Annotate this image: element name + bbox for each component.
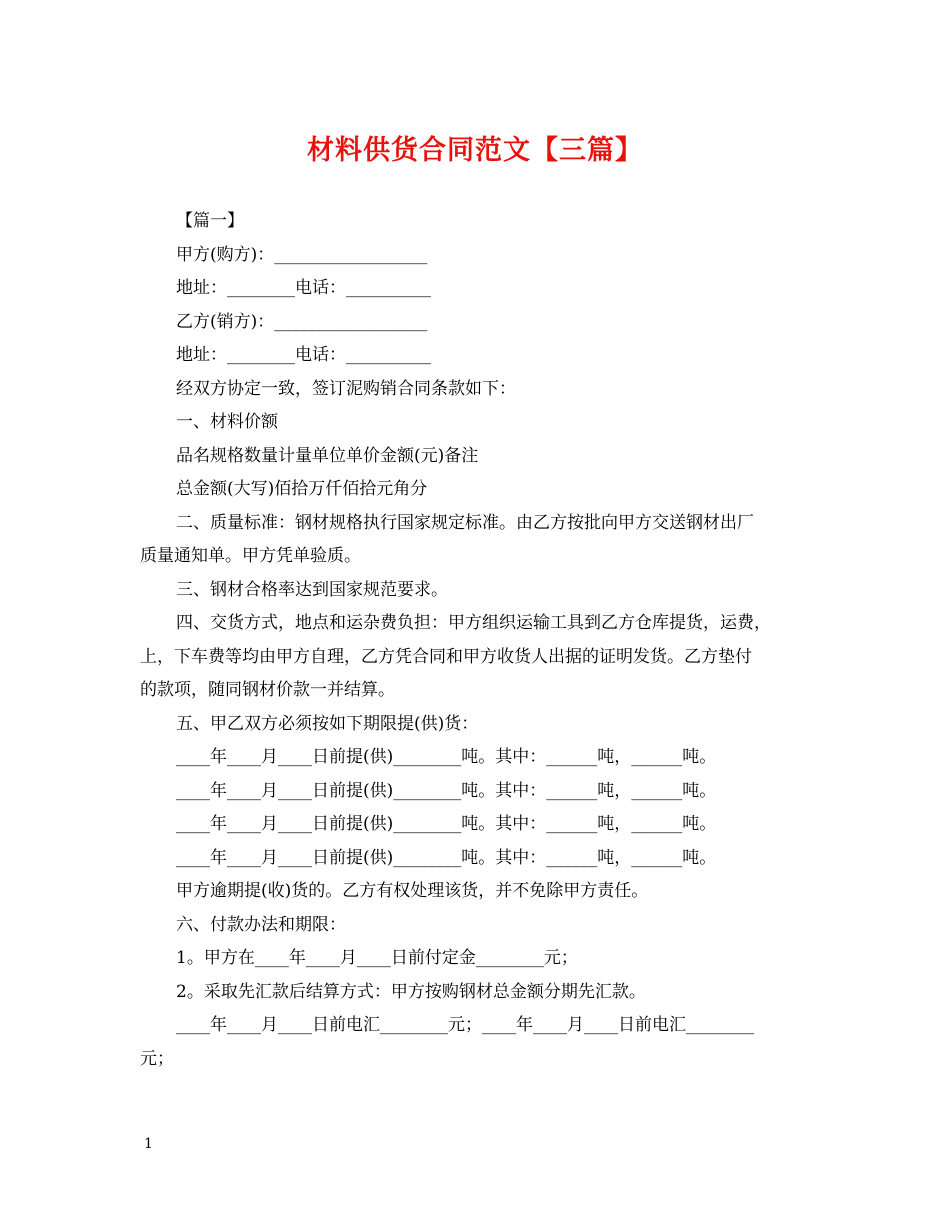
buyer-address-field: 地址：________电话：__________ [176,278,431,298]
paragraph-line: 2。采取先汇款后结算方式：甲方按购钢材总金额分期先汇款。 [176,981,646,1002]
clause-heading: 六、付款办法和期限： [176,914,346,935]
paragraph-line: 上，下车费等均由甲方自理，乙方凭合同和甲方收货人出据的证明发货。乙方垫付 [140,646,752,667]
paragraph-line: 甲方逾期提(收)货的。乙方有权处理该货，并不免除甲方责任。 [176,881,649,901]
paragraph-line: 的款项，随同钢材价款一并结算。 [140,680,395,700]
document-title: 材料供货合同范文【三篇】 [307,135,643,166]
paragraph-line: 五、甲乙双方必须按如下期限提(供)货： [176,713,479,734]
schedule-line: ____年____月____日前提(供)________吨。其中：______吨，______吨。 [176,847,717,868]
seller-field: 乙方(销方)：__________________ [176,311,428,332]
document-body [140,205,830,1076]
buyer-field: 甲方(购方)：__________________ [176,244,428,265]
paragraph-line: ____年____月____日前电汇________元；____年____月____日前电汇________ [176,1015,754,1035]
paragraph-line: 二、质量标准：钢材规格执行国家规定标准。由乙方按批向甲方交送钢材出厂 [176,512,754,533]
paragraph-line: 元； [140,1048,174,1069]
paragraph-line: 质量通知单。甲方凭单验质。 [140,546,361,566]
paragraph-line: 1。甲方在____年____月____日前付定金________元； [176,948,578,968]
schedule-line: ____年____月____日前提(供)________吨。其中：______吨，______吨。 [176,747,717,767]
section-heading: 【篇一】 [176,211,244,231]
paragraph-line: 三、钢材合格率达到国家规范要求。 [176,579,448,600]
schedule-line: ____年____月____日前提(供)________吨。其中：______吨，______吨。 [176,814,717,834]
paragraph-line: 总金额(大写)佰拾万仟佰拾元角分 [176,479,428,499]
paragraph-line: 品名规格数量计量单位单价金额(元)备注 [176,445,479,466]
schedule-line: ____年____月____日前提(供)________吨。其中：______吨，______吨。 [176,780,717,801]
seller-address-field: 地址：________电话：__________ [176,345,431,365]
paragraph-line: 四、交货方式，地点和运杂费负担：甲方组织运输工具到乙方仓库提货，运费， [176,613,771,633]
paragraph-line: 经双方协定一致，签订泥购销合同条款如下： [176,378,516,399]
clause-heading: 一、材料价额 [176,412,278,432]
page-number: 1 [144,1136,153,1152]
